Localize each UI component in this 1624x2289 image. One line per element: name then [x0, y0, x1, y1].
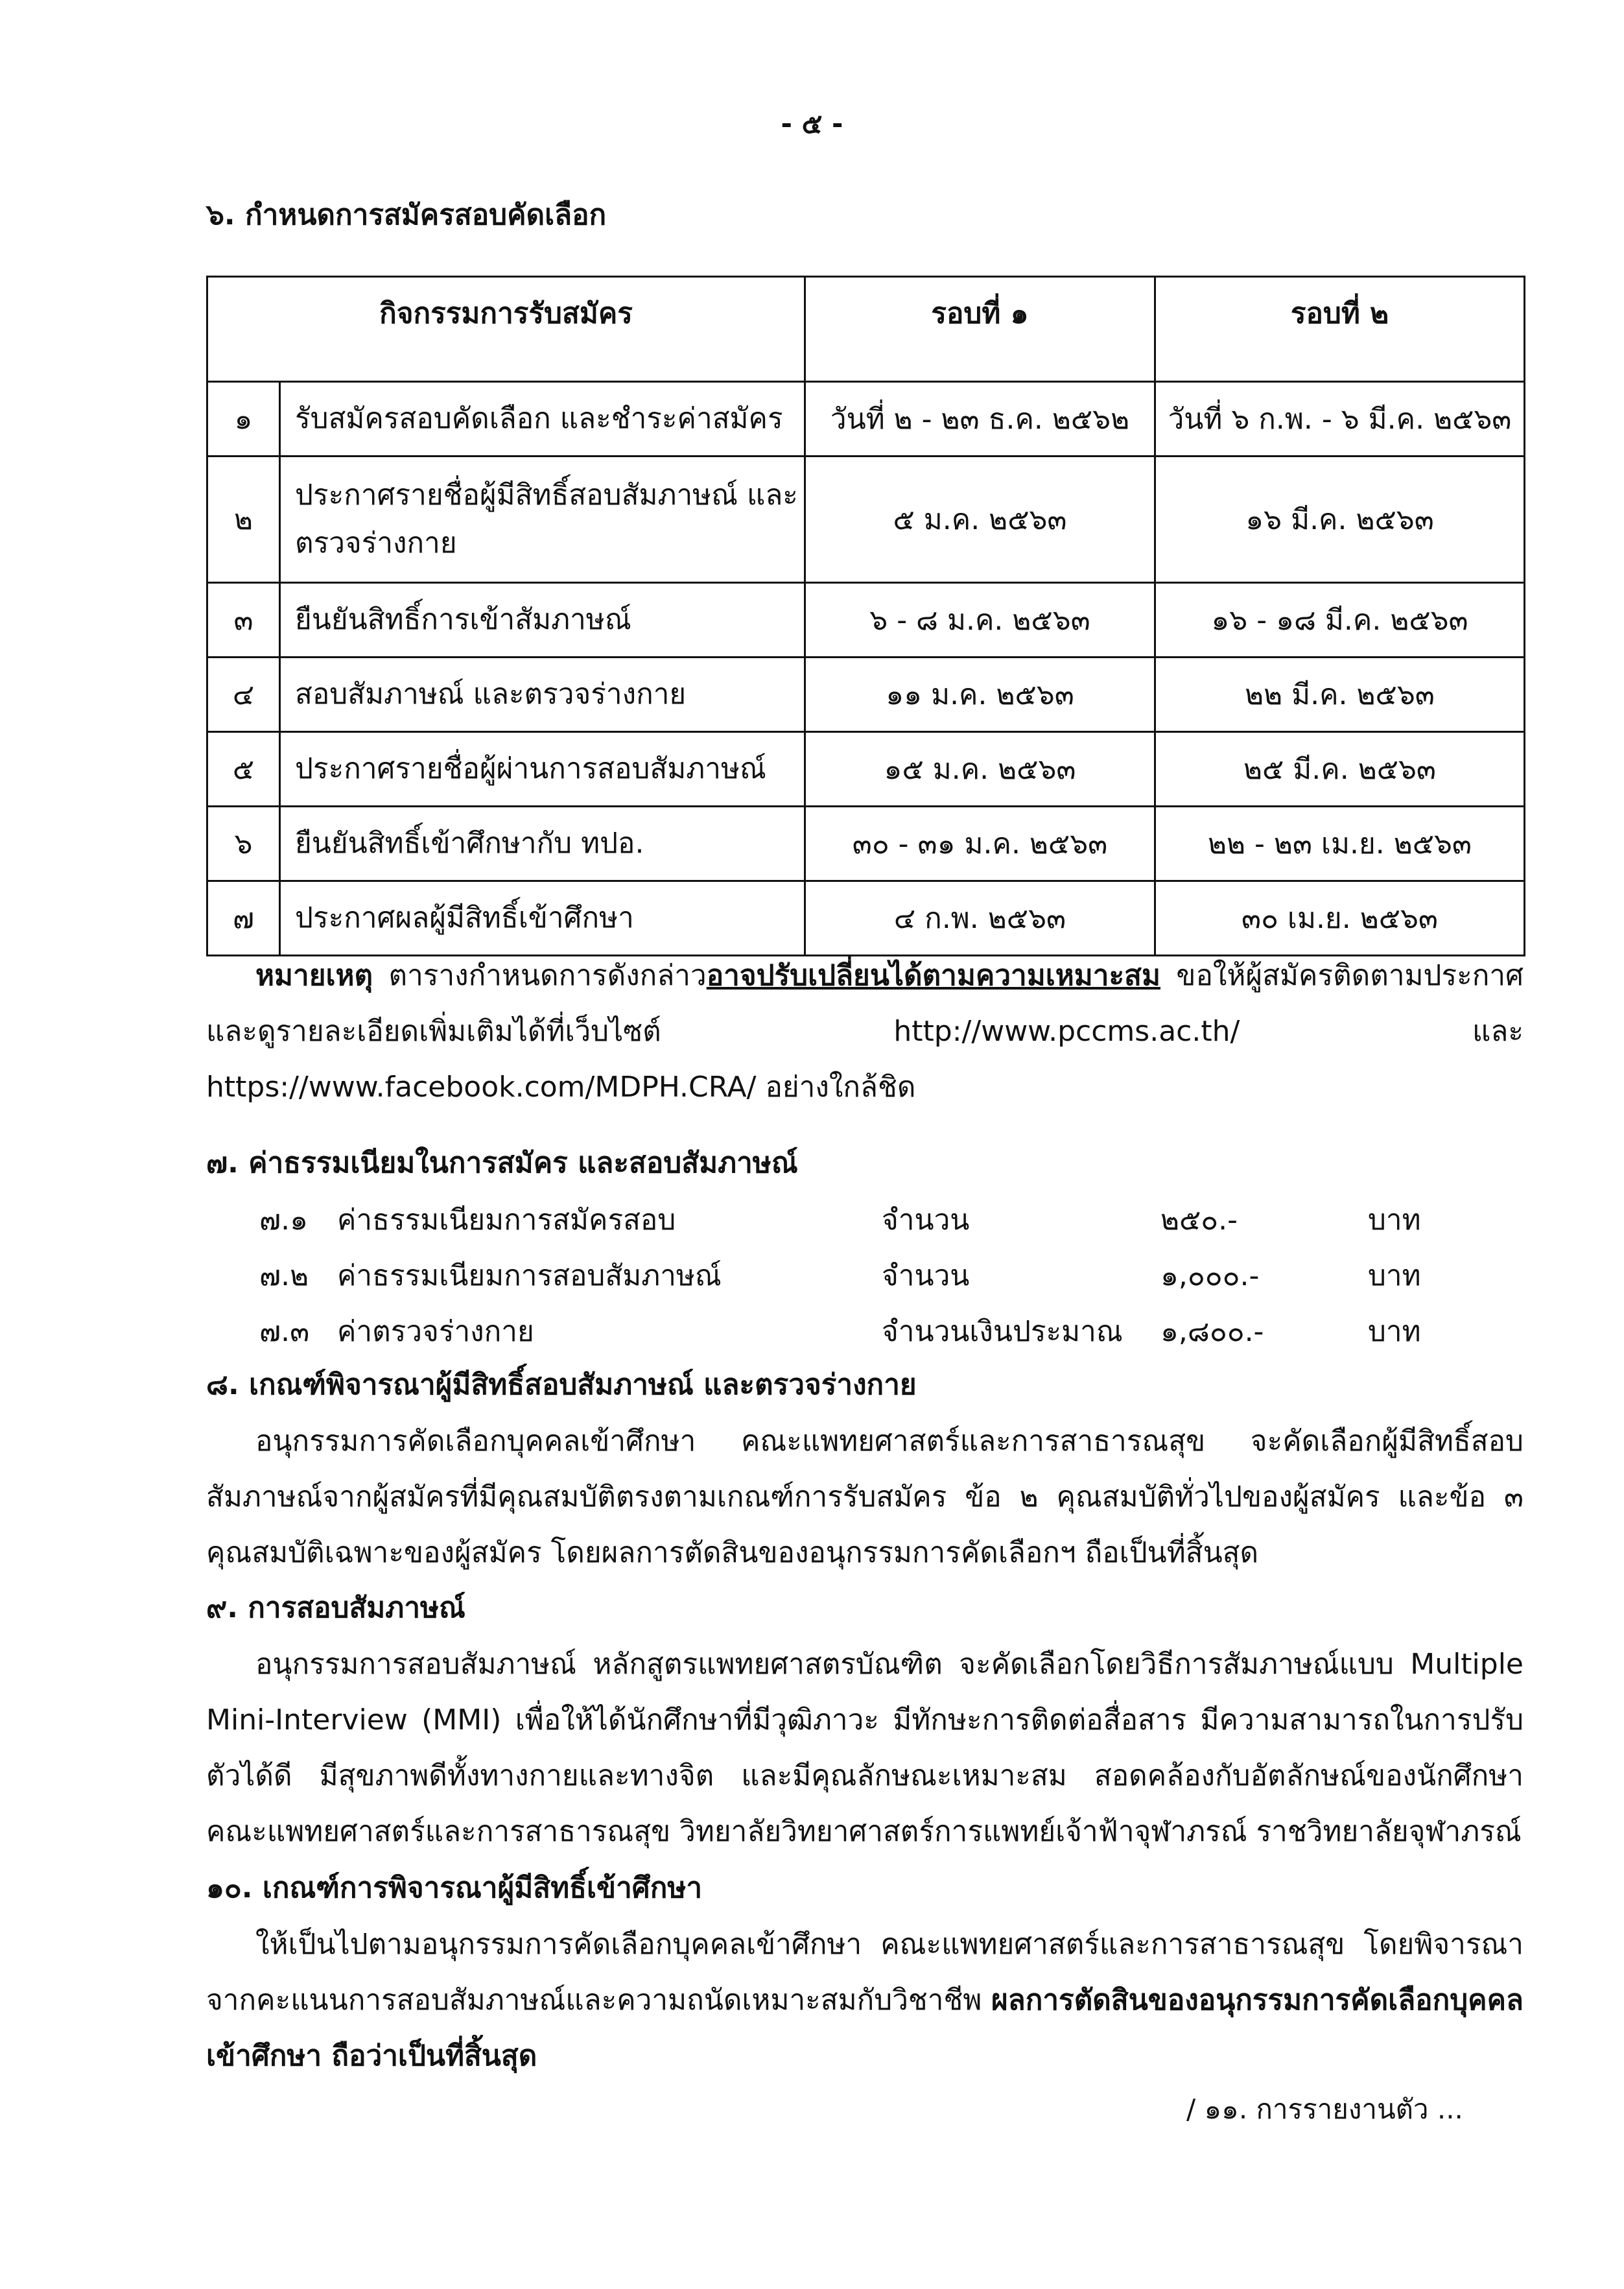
header-round1: รอบที่ ๑: [805, 277, 1155, 382]
table-row: [207, 382, 1525, 457]
fee-amount: ๒๕๐.-: [1160, 1204, 1238, 1237]
section10-heading: ๑๐. เกณฑ์การพิจารณาผู้มีสิทธิ์เข้าศึกษา: [206, 1871, 703, 1904]
row-number: ๒: [207, 457, 280, 583]
section10-text: ให้เป็นไปตามอนุกรรมการคัดเลือกบุคคลเข้าศึกษา คณะแพทยศาสตร์และการสาธารณสุข โดยพิจารณาจากคะแนนการสอบสัมภาษณ์และความถนัดเหมาะสมกับวิชาชีพ: [206, 1928, 1524, 2017]
row-number: ๔: [207, 658, 280, 732]
fee-unit: บาท: [1368, 1315, 1421, 1348]
schedule-note: [206, 948, 1524, 1115]
section6-heading: ๖. กำหนดการสมัครสอบคัดเลือก: [206, 198, 607, 231]
section8-body: [206, 1414, 1524, 1581]
row-activity: ประกาศรายชื่อผู้ผ่านการสอบสัมภาษณ์: [280, 732, 805, 807]
section7-heading: ๗. ค่าธรรมเนียมในการสมัคร และสอบสัมภาษณ์: [206, 1146, 798, 1180]
row-activity: ประกาศผลผู้มีสิทธิ์เข้าศึกษา: [280, 881, 805, 956]
section8-text: อนุกรรมการคัดเลือกบุคคลเข้าศึกษา คณะแพทยศาสตร์และการสาธารณสุข จะคัดเลือกผู้มีสิทธิ์สอบสัมภาษณ์จากผู้สมัครที่มีคุณสมบัติตรงตามเกณฑ์การรับสมัคร ข้อ ๒ คุณสมบัติทั่วไปของผู้สมัคร และข้อ ๓ คุณสมบัติเฉพาะของผู้สมัคร โดยผลการตัดสินของอนุกรรมการคัดเลือกฯ ถือเป็นที่สิ้นสุด: [206, 1425, 1524, 1569]
fee-number: ๗.๒: [259, 1259, 309, 1292]
fee-item: ค่าธรรมเนียมการสมัครสอบ: [337, 1204, 676, 1237]
schedule-header-row: [207, 277, 1525, 382]
row-round2-date: ๒๒ มี.ค. ๒๕๖๓: [1155, 658, 1525, 732]
row-activity: ประกาศรายชื่อผู้มีสิทธิ์สอบสัมภาษณ์ และตรวจร่างกาย: [280, 457, 805, 583]
section10-body: [206, 1917, 1524, 2084]
row-number: ๑: [207, 382, 280, 457]
row-round1-date: ๓๐ - ๓๑ ม.ค. ๒๕๖๓: [805, 807, 1155, 881]
table-row: [207, 658, 1525, 732]
note-text-continued: ขอให้ผู้สมัครติดตามประกาศและดูรายละเอียดเพิ่มเติมได้ที่เว็บไซต์ http://www.pccms.ac.th/ และ https://www.facebook.com/MDPH.CRA/ อย่างใกล้ชิด: [206, 959, 1524, 1104]
row-round2-date: ๑๖ - ๑๘ มี.ค. ๒๕๖๓: [1155, 583, 1525, 658]
section10-text-bold: ผลการตัดสินของอนุกรรมการคัดเลือกบุคคลเข้าศึกษา ถือว่าเป็นที่สิ้นสุด: [206, 1984, 1524, 2072]
note-text: ตารางกำหนดการดังกล่าว: [373, 959, 707, 992]
table-row: [207, 881, 1525, 956]
table-row: [207, 457, 1525, 583]
row-round2-date: ๒๒ - ๒๓ เม.ย. ๒๕๖๓: [1155, 807, 1525, 881]
row-activity: สอบสัมภาษณ์ และตรวจร่างกาย: [280, 658, 805, 732]
note-label: หมายเหตุ: [255, 959, 373, 992]
table-row: [207, 732, 1525, 807]
fee-qty-label: จำนวน: [882, 1259, 970, 1292]
row-round1-date: ๕ ม.ค. ๒๕๖๓: [805, 457, 1155, 583]
row-number: ๓: [207, 583, 280, 658]
row-round2-date: ๒๕ มี.ค. ๒๕๖๓: [1155, 732, 1525, 807]
row-round1-date: ๔ ก.พ. ๒๕๖๓: [805, 881, 1155, 956]
row-round2-date: วันที่ ๖ ก.พ. - ๖ มี.ค. ๒๕๖๓: [1155, 382, 1525, 457]
fee-item: ค่าธรรมเนียมการสอบสัมภาษณ์: [337, 1259, 722, 1292]
row-activity: รับสมัครสอบคัดเลือก และชำระค่าสมัคร: [280, 382, 805, 457]
table-row: [207, 807, 1525, 881]
row-activity: ยืนยันสิทธิ์เข้าศึกษากับ ทปอ.: [280, 807, 805, 881]
header-activity: กิจกรรมการรับสมัคร: [207, 277, 805, 382]
fee-unit: บาท: [1368, 1259, 1421, 1292]
section9-text: อนุกรรมการสอบสัมภาษณ์ หลักสูตรแพทยศาสตรบัณฑิต จะคัดเลือกโดยวิธีการสัมภาษณ์แบบ Multiple Mini-Interview (MMI) เพื่อให้ได้นักศึกษาที่มีวุฒิภาวะ มีทักษะการติดต่อสื่อสาร มีความสามารถในการปรับตัวได้ดี มีสุขภาพดีทั้งทางกายและทางจิต และมีคุณลักษณะเหมาะสม สอดคล้องกับอัตลักษณ์ของนักศึกษาคณะแพทยศาสตร์และการสาธารณสุข วิทยาลัยวิทยาศาสตร์การแพทย์เจ้าฟ้าจุฬาภรณ์ ราชวิทยาลัยจุฬาภรณ์: [206, 1648, 1524, 1848]
row-round1-date: วันที่ ๒ - ๒๓ ธ.ค. ๒๕๖๒: [805, 382, 1155, 457]
fee-amount: ๑,๘๐๐.-: [1160, 1315, 1264, 1348]
fee-number: ๗.๓: [259, 1315, 310, 1348]
row-number: ๖: [207, 807, 280, 881]
section9-body: [206, 1637, 1524, 1860]
row-round1-date: ๖ - ๘ ม.ค. ๒๕๖๓: [805, 583, 1155, 658]
fee-qty-label: จำนวน: [882, 1204, 970, 1237]
continuation-footer: / ๑๑. การรายงานตัว ...: [1186, 2093, 1463, 2125]
section8-heading: ๘. เกณฑ์พิจารณาผู้มีสิทธิ์สอบสัมภาษณ์ และตรวจร่างกาย: [206, 1368, 917, 1401]
page-number: - ๕ -: [781, 108, 843, 139]
row-round2-date: ๓๐ เม.ย. ๒๕๖๓: [1155, 881, 1525, 956]
row-round2-date: ๑๖ มี.ค. ๒๕๖๓: [1155, 457, 1525, 583]
fee-amount: ๑,๐๐๐.-: [1160, 1259, 1260, 1292]
fee-item: ค่าตรวจร่างกาย: [337, 1315, 534, 1348]
fee-qty-label: จำนวนเงินประมาณ: [882, 1315, 1123, 1348]
table-row: [207, 583, 1525, 658]
row-round1-date: ๑๑ ม.ค. ๒๕๖๓: [805, 658, 1155, 732]
note-underlined: อาจปรับเปลี่ยนได้ตามความเหมาะสม: [706, 959, 1160, 992]
schedule-table: [206, 276, 1525, 956]
header-round2: รอบที่ ๒: [1155, 277, 1525, 382]
fee-number: ๗.๑: [259, 1204, 309, 1237]
row-number: ๗: [207, 881, 280, 956]
row-activity: ยืนยันสิทธิ์การเข้าสัมภาษณ์: [280, 583, 805, 658]
row-number: ๕: [207, 732, 280, 807]
section9-heading: ๙. การสอบสัมภาษณ์: [206, 1591, 465, 1624]
fee-unit: บาท: [1368, 1204, 1421, 1237]
row-round1-date: ๑๕ ม.ค. ๒๕๖๓: [805, 732, 1155, 807]
